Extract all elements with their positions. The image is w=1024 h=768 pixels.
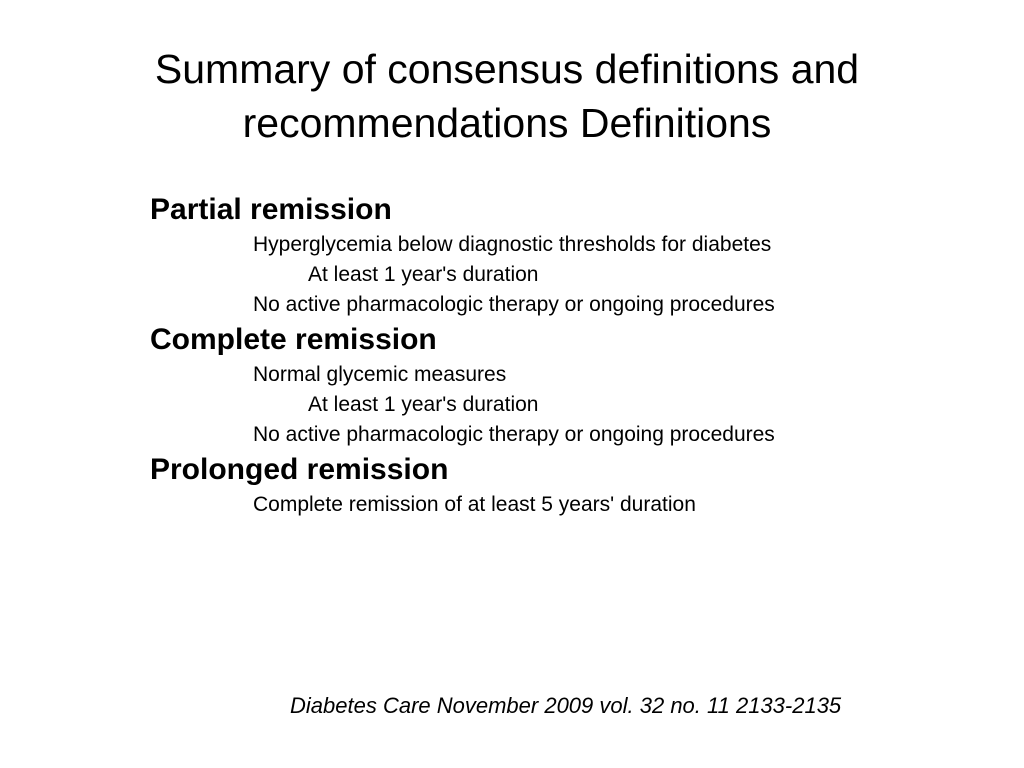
citation: Diabetes Care November 2009 vol. 32 no. 11 2133-2135 — [290, 693, 842, 718]
section-heading: Complete remission — [150, 323, 437, 356]
section-partial-remission — [150, 190, 950, 320]
section-item: At least 1 year's duration — [308, 393, 539, 416]
section-item: Complete remission of at least 5 years' duration — [253, 493, 696, 516]
section-prolonged-remission — [150, 450, 950, 520]
slide-title-line-1: Summary of consensus definitions and — [154, 46, 860, 92]
section-item: Hyperglycemia below diagnostic thresholds for diabetes — [253, 233, 772, 256]
definitions-list — [150, 190, 950, 520]
section-item: No active pharmacologic therapy or ongoing procedures — [253, 423, 775, 446]
section-heading: Prolonged remission — [150, 453, 449, 486]
slide-title — [0, 42, 1014, 150]
section-item: Normal glycemic measures — [253, 363, 507, 386]
section-item: At least 1 year's duration — [308, 263, 539, 286]
section-heading: Partial remission — [150, 193, 392, 226]
section-item: No active pharmacologic therapy or ongoing procedures — [253, 293, 775, 316]
slide-title-line-2: recommendations Definitions — [242, 100, 772, 146]
section-complete-remission — [150, 320, 950, 450]
